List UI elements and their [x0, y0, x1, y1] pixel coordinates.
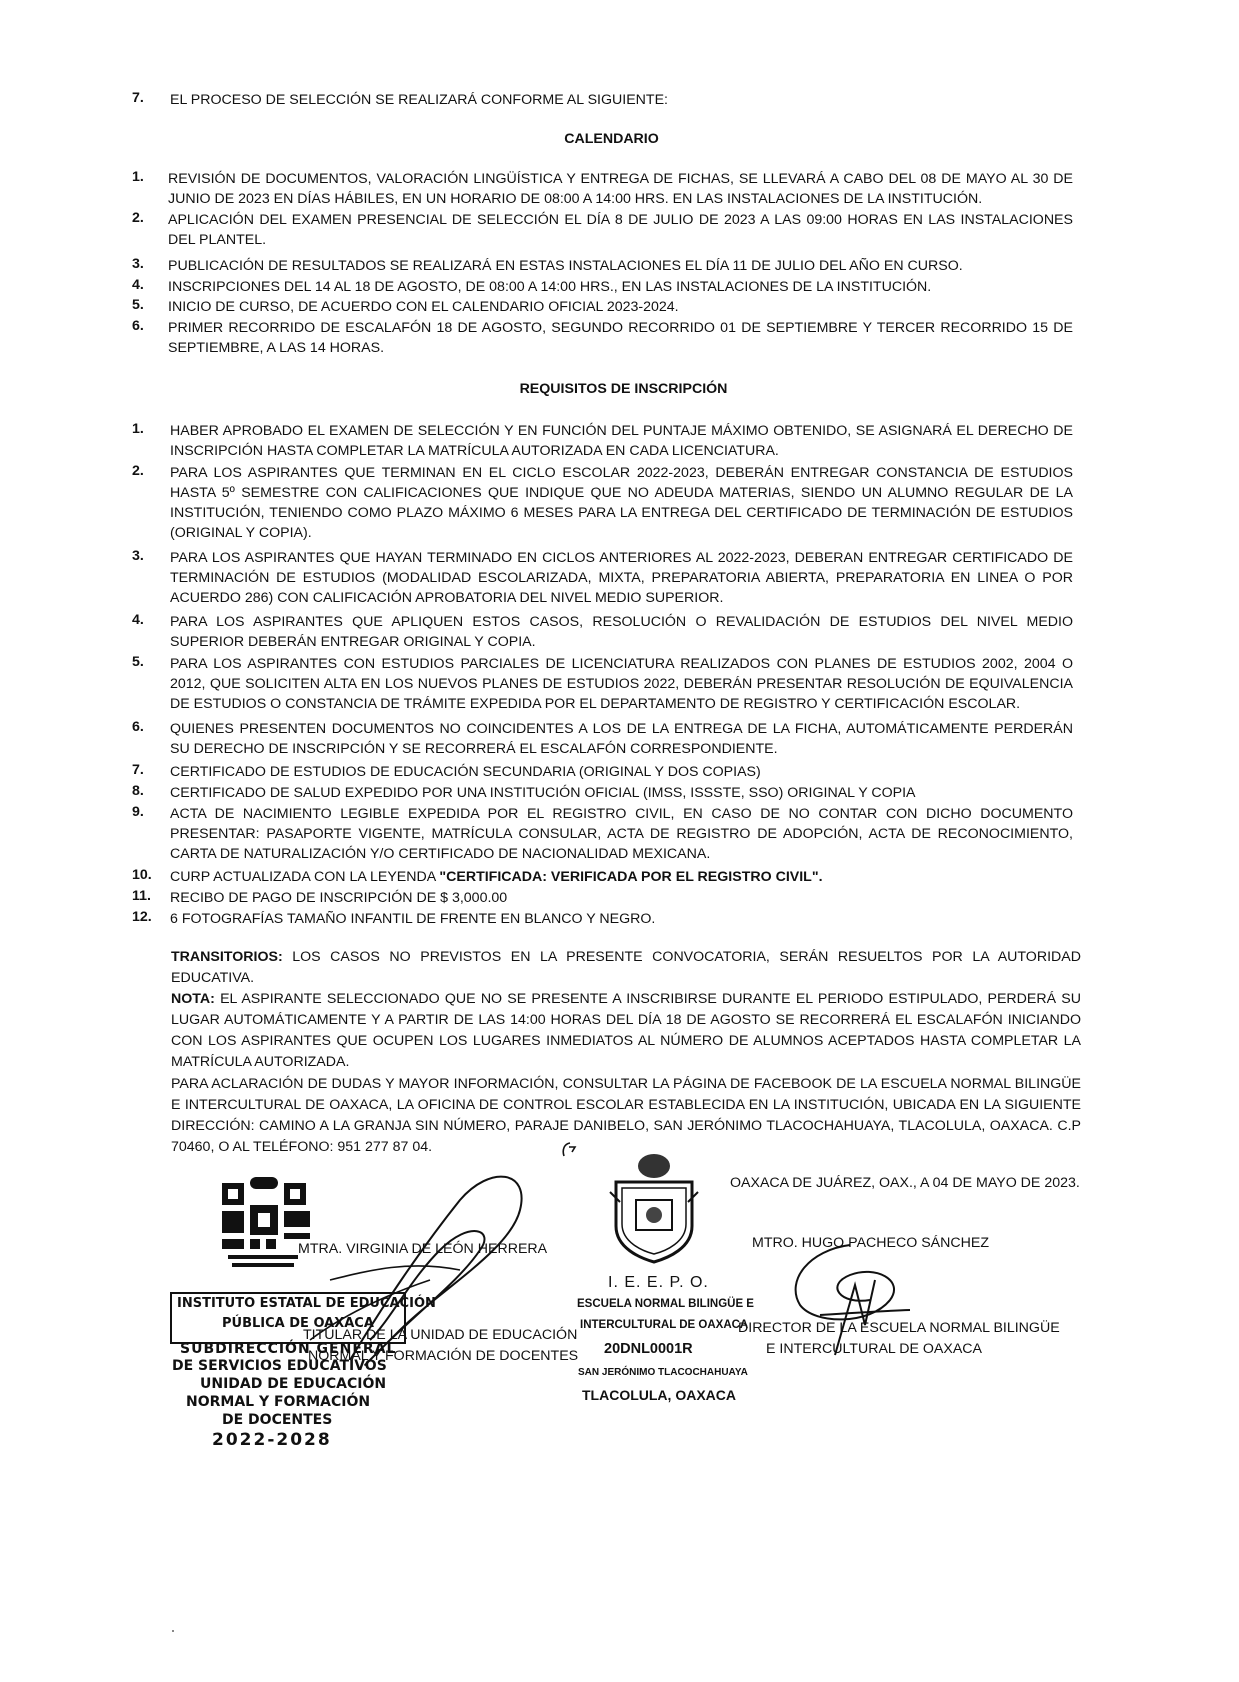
- sello-centro-line3: INTERCULTURAL DE OAXACA: [580, 1319, 749, 1331]
- req-num-10: 10.: [132, 867, 152, 883]
- req-item-8: CERTIFICADO DE SALUD EXPEDIDO POR UNA INSTITUCIÓN OFICIAL (IMSS, ISSSTE, SSO) ORIGINAL Y COPIA: [170, 785, 916, 801]
- firma-der-signature-icon: [780, 1225, 930, 1360]
- sello-centro-line6: TLACOLULA, OAXACA: [582, 1387, 736, 1403]
- req-item-11: RECIBO DE PAGO DE INSCRIPCIÓN DE $ 3,000.00: [170, 890, 508, 906]
- req-num-1: 1.: [132, 421, 144, 437]
- nota: [171, 989, 1081, 1073]
- cal-num-6: 6.: [132, 318, 144, 334]
- req-item-4: PARA LOS ASPIRANTES QUE APLIQUEN ESTOS CASOS, RESOLUCIÓN O REVALIDACIÓN DE ESTUDIOS DEL NIVEL MEDIO SUPERIOR DEBERÁN ENTREGAR ORIGINAL Y COPIA.: [170, 614, 1073, 650]
- req-num-7: 7.: [132, 762, 144, 778]
- cal-num-4: 4.: [132, 277, 144, 293]
- cal-item-4: INSCRIPCIONES DEL 14 AL 18 DE AGOSTO, DE 08:00 A 14:00 HRS., EN LAS INSTALACIONES DE LA INSTITUCIÓN.: [168, 279, 932, 295]
- sello-unidad-line5: UNIDAD DE EDUCACIÓN: [200, 1376, 387, 1392]
- req-num-12: 12.: [132, 909, 152, 925]
- sello-centro-line5: SAN JERÓNIMO TLACOCHAHUAYA: [578, 1367, 748, 1378]
- nota-text: EL ASPIRANTE SELECCIONADO QUE NO SE PRESENTE A INSCRIBIRSE DURANTE EL PERIODO ESTIPULADO, PERDERÁ SU LUGAR AUTOMÁTICAMENTE Y A PARTIR DE LAS 14:00 HORAS DEL DÍA 18 DE AGOSTO SE RECORRERÁ EL ESCALAFÓN INICIANDO CON LOS ASPIRANTES QUE OCUPEN LOS LUGARES INMEDIATOS AL NÚMERO DE ALUMNOS ACEPTADOS HASTA COMPLETAR LA MATRÍCULA AUTORIZADA.: [171, 991, 1081, 1070]
- cal-num-3: 3.: [132, 256, 144, 272]
- req-item-3: PARA LOS ASPIRANTES QUE HAYAN TERMINADO EN CICLOS ANTERIORES AL 2022-2023, DEBERAN ENTREGAR CERTIFICADO DE TERMINACIÓN DE ESTUDIOS (MODALIDAD ESCOLARIZADA, MIXTA, PREPARATORIA ABIERTA, PREPARATORIA EN LINEA O POR ACUERDO 286) CON CALIFICACIÓN APROBATORIA DEL NIVEL MEDIO SUPERIOR.: [170, 550, 1073, 606]
- firma-izq-cargo-1: TITULAR DE LA UNIDAD DE EDUCACIÓN: [303, 1327, 578, 1343]
- firma-izq-signature-icon: [290, 1160, 550, 1390]
- req-num-11: 11.: [132, 888, 151, 904]
- firma-der-nombre: MTRO. HUGO PACHECO SÁNCHEZ: [752, 1235, 989, 1251]
- sello-unidad-line4: DE SERVICIOS EDUCATIVOS: [172, 1358, 387, 1374]
- req-item-6: QUIENES PRESENTEN DOCUMENTOS NO COINCIDENTES A LOS DE LA ENTREGA DE LA FICHA, AUTOMÁTICAMENTE PERDERÁN SU DERECHO DE INSCRIPCIÓN Y SE RECORRERÁ EL ESCALAFÓN CORRESPONDIENTE.: [170, 721, 1073, 757]
- req-num-9: 9.: [132, 804, 144, 820]
- nota-label: NOTA:: [171, 991, 215, 1007]
- req-num-5: 5.: [132, 654, 144, 670]
- cal-num-1: 1.: [132, 169, 144, 185]
- sello-centro-line4: 20DNL0001R: [604, 1341, 693, 1357]
- sello-unidad-line7: DE DOCENTES: [222, 1412, 333, 1428]
- intro-text: EL PROCESO DE SELECCIÓN SE REALIZARÁ CONFORME AL SIGUIENTE:: [170, 92, 668, 108]
- req-num-6: 6.: [132, 719, 144, 735]
- fecha: OAXACA DE JUÁREZ, OAX., A 04 DE MAYO DE 2023.: [730, 1175, 1080, 1191]
- req-num-3: 3.: [132, 548, 144, 564]
- req-num-8: 8.: [132, 783, 144, 799]
- sello-centro-line1: I. E. E. P. O.: [608, 1274, 709, 1291]
- firma-der-cargo-2: E INTERCULTURAL DE OAXACA: [766, 1341, 983, 1357]
- rubrica-icon: [560, 1140, 580, 1158]
- intro-number: 7.: [132, 90, 144, 106]
- req-item-7: CERTIFICADO DE ESTUDIOS DE EDUCACIÓN SECUNDARIA (ORIGINAL Y DOS COPIAS): [170, 764, 761, 780]
- cal-num-2: 2.: [132, 210, 144, 226]
- cal-num-5: 5.: [132, 297, 144, 313]
- cal-item-2: APLICACIÓN DEL EXAMEN PRESENCIAL DE SELECCIÓN EL DÍA 8 DE JULIO DE 2023 A LAS 09:00 HORAS EN LAS INSTALACIONES DEL PLANTEL.: [168, 212, 1073, 248]
- req-item-9: ACTA DE NACIMIENTO LEGIBLE EXPEDIDA POR EL REGISTRO CIVIL, EN CASO DE NO CONTAR CON DICHO DOCUMENTO PRESENTAR: PASAPORTE VIGENTE, MATRÍCULA CONSULAR, ACTA DE REGISTRO DE ADOPCIÓN, ACTA DE RECONOCIMIENTO, CARTA DE NATURALIZACIÓN Y/O CERTIFICADO DE NACIONALIDAD MEXICANA.: [170, 806, 1073, 862]
- escudo-oaxaca-icon: [608, 1152, 700, 1264]
- transitorios-text: LOS CASOS NO PREVISTOS EN LA PRESENTE CONVOCATORIA, SERÁN RESUELTOS POR LA AUTORIDAD EDUCATIVA.: [171, 949, 1081, 986]
- req-num-4: 4.: [132, 612, 144, 628]
- transitorios-label: TRANSITORIOS:: [171, 949, 283, 965]
- firma-izq-cargo-2: NORMAL Y FORMACIÓN DE DOCENTES: [308, 1348, 579, 1364]
- sello-unidad-line8: 2022-2028: [212, 1430, 332, 1450]
- sello-unidad-line6: NORMAL Y FORMACIÓN: [186, 1394, 371, 1410]
- cal-item-6: PRIMER RECORRIDO DE ESCALAFÓN 18 DE AGOSTO, SEGUNDO RECORRIDO 01 DE SEPTIEMBRE Y TERCER RECORRIDO 15 DE SEPTIEMBRE, A LAS 14 HORAS.: [168, 320, 1073, 356]
- page-dot: [172, 1630, 174, 1632]
- req-item-12: 6 FOTOGRAFÍAS TAMAÑO INFANTIL DE FRENTE EN BLANCO Y NEGRO.: [170, 911, 656, 927]
- req-num-2: 2.: [132, 463, 144, 479]
- calendario-title: CALENDARIO: [564, 131, 659, 147]
- transitorios: [171, 947, 1081, 989]
- sello-unidad-line1: INSTITUTO ESTATAL DE EDUCACIÓN: [177, 1296, 436, 1311]
- sello-unidad-line3: SUBDIRECCIÓN GENERAL: [180, 1341, 397, 1357]
- cal-item-3: PUBLICACIÓN DE RESULTADOS SE REALIZARÁ EN ESTAS INSTALACIONES EL DÍA 11 DE JULIO DEL AÑO EN CURSO.: [168, 258, 963, 274]
- sello-centro-line2: ESCUELA NORMAL BILINGÜE E: [577, 1298, 754, 1310]
- nota-contacto: PARA ACLARACIÓN DE DUDAS Y MAYOR INFORMACIÓN, CONSULTAR LA PÁGINA DE FACEBOOK DE LA ESCUELA NORMAL BILINGÜE E INTERCULTURAL DE OAXACA, LA OFICINA DE CONTROL ESCOLAR ESTABLECIDA EN LA INSTITUCIÓN, UBICADA EN LA SIGUIENTE DIRECCIÓN: CAMINO A LA GRANJA SIN NÚMERO, PARAJE DANIBELO, SAN JERÓNIMO TLACOCHAHUAYA, TLACOLULA, OAXACA. C.P 70460, O AL TELÉFONO: 951 277 87 04.: [171, 1076, 1081, 1155]
- cal-item-1: REVISIÓN DE DOCUMENTOS, VALORACIÓN LINGÜÍSTICA Y ENTREGA DE FICHAS, SE LLEVARÁ A CABO DEL 08 DE MAYO AL 30 DE JUNIO DE 2023 EN DÍAS HÁBILES, EN UN HORARIO DE 08:00 A 14:00 HRS. EN LAS INSTALACIONES DE LA INSTITUCIÓN.: [168, 171, 1073, 207]
- firma-izq-nombre: MTRA. VIRGINIA DE LEÓN HERRERA: [298, 1241, 548, 1257]
- req-item-10: [170, 867, 1073, 887]
- req-item-10-text: CURP ACTUALIZADA CON LA LEYENDA: [170, 869, 440, 885]
- req-item-5: PARA LOS ASPIRANTES CON ESTUDIOS PARCIALES DE LICENCIATURA REALIZADOS CON PLANES DE ESTUDIOS 2002, 2004 O 2012, QUE SOLICITEN ALTA EN LOS NUEVOS PLANES DE ESTUDIOS 2022, DEBERÁN PRESENTAR RESOLUCIÓN DE EQUIVALENCIA DE ESTUDIOS O CONSTANCIA DE TRÁMITE EXPEDIDA POR EL DEPARTAMENTO DE REGISTRO Y CERTIFICACIÓN ESCOLAR.: [170, 656, 1073, 712]
- req-item-10-legend: "CERTIFICADA: VERIFICADA POR EL REGISTRO CIVIL".: [439, 869, 823, 885]
- sello-unidad-line2: PÚBLICA DE OAXACA: [222, 1316, 374, 1331]
- firma-der-cargo-1: DIRECTOR DE LA ESCUELA NORMAL BILINGÜE: [738, 1320, 1060, 1336]
- cal-item-5: INICIO DE CURSO, DE ACUERDO CON EL CALENDARIO OFICIAL 2023-2024.: [168, 299, 679, 315]
- requisitos-title: REQUISITOS DE INSCRIPCIÓN: [519, 381, 728, 397]
- req-item-1: HABER APROBADO EL EXAMEN DE SELECCIÓN Y EN FUNCIÓN DEL PUNTAJE MÁXIMO OBTENIDO, SE ASIGNARÁ EL DERECHO DE INSCRIPCIÓN HASTA COMPLETAR LA MATRÍCULA AUTORIZADA EN CADA LICENCIATURA.: [170, 423, 1073, 459]
- req-item-2: PARA LOS ASPIRANTES QUE TERMINAN EN EL CICLO ESCOLAR 2022-2023, DEBERÁN ENTREGAR CONSTANCIA DE ESTUDIOS HASTA 5º SEMESTRE CON CALIFICACIONES QUE INDIQUE QUE NO ADEUDA MATERIAS, SIENDO UN ALUMNO REGULAR DE LA INSTITUCIÓN, TENIENDO COMO PLAZO MÁXIMO 6 MESES PARA LA ENTREGA DEL CERTIFICADO DE TERMINACIÓN DE ESTUDIOS (ORIGINAL Y COPIA).: [170, 465, 1073, 541]
